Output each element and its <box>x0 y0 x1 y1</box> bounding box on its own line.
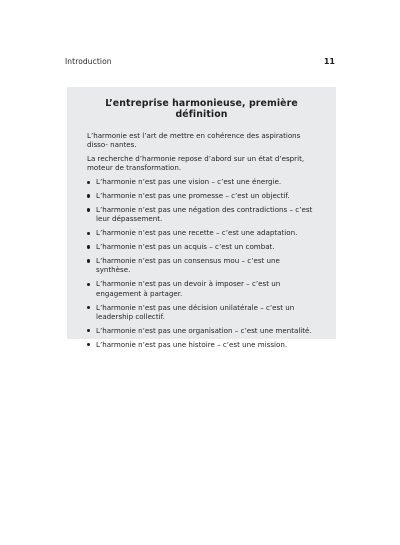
list-item-text: L’harmonie n’est pas un devoir à imposer – c’est un engagement à partager. <box>96 279 281 298</box>
list-item-text: L’harmonie n’est pas une vision – c’est une énergie. <box>96 177 282 187</box>
list-item <box>87 205 316 224</box>
list-item-text: L’harmonie n’est pas une organisation – c’est une mentalité. <box>96 325 312 335</box>
bullet-icon <box>87 208 90 211</box>
list-item-text: L’harmonie n’est pas une décision unilatérale – c’est un leadership collectif. <box>96 302 295 321</box>
bullet-icon <box>87 232 90 235</box>
running-header <box>65 57 335 69</box>
bullet-icon <box>87 194 90 197</box>
list-item <box>87 340 316 349</box>
list-item-text: L’harmonie n’est pas une recette – c’est une adaptation. <box>96 228 298 238</box>
page-number: 11 <box>323 57 335 66</box>
bullet-icon <box>87 259 90 262</box>
list-item-text: L’harmonie n’est pas une histoire – c’est une mission. <box>96 339 288 349</box>
bullet-icon <box>87 306 90 309</box>
list-item <box>87 228 316 237</box>
list-item-text: L’harmonie n’est pas une négation des contradictions – c’est leur dépassement. <box>96 205 313 224</box>
list-item <box>87 256 316 275</box>
definition-box <box>67 87 336 349</box>
box-title: L’entreprise harmonieuse, première définition <box>105 98 298 120</box>
list-item <box>87 303 316 322</box>
bullet-list <box>87 177 316 349</box>
bullet-icon <box>87 181 90 184</box>
bullet-icon <box>87 283 90 286</box>
list-item <box>87 191 316 200</box>
list-item <box>87 242 316 251</box>
section-name: Introduction <box>65 57 112 66</box>
intro-paragraph: L’harmonie est l’art de mettre en cohérence des aspirations disso- nantes. <box>87 131 301 150</box>
bullet-icon <box>87 245 90 248</box>
list-item-text: L’harmonie n’est pas une promesse – c’est un objectif. <box>96 191 290 201</box>
bullet-icon <box>87 343 90 346</box>
list-item <box>87 279 316 298</box>
list-item-text: L’harmonie n’est pas un acquis – c’est un combat. <box>96 242 275 252</box>
list-item-text: L’harmonie n’est pas un consensus mou – c’est une synthèse. <box>96 256 280 275</box>
list-item <box>87 326 316 335</box>
list-item <box>87 177 316 186</box>
intro-paragraph: La recherche d’harmonie repose d’abord sur un état d’esprit, moteur de transformation. <box>87 154 305 173</box>
bullet-icon <box>87 329 90 332</box>
